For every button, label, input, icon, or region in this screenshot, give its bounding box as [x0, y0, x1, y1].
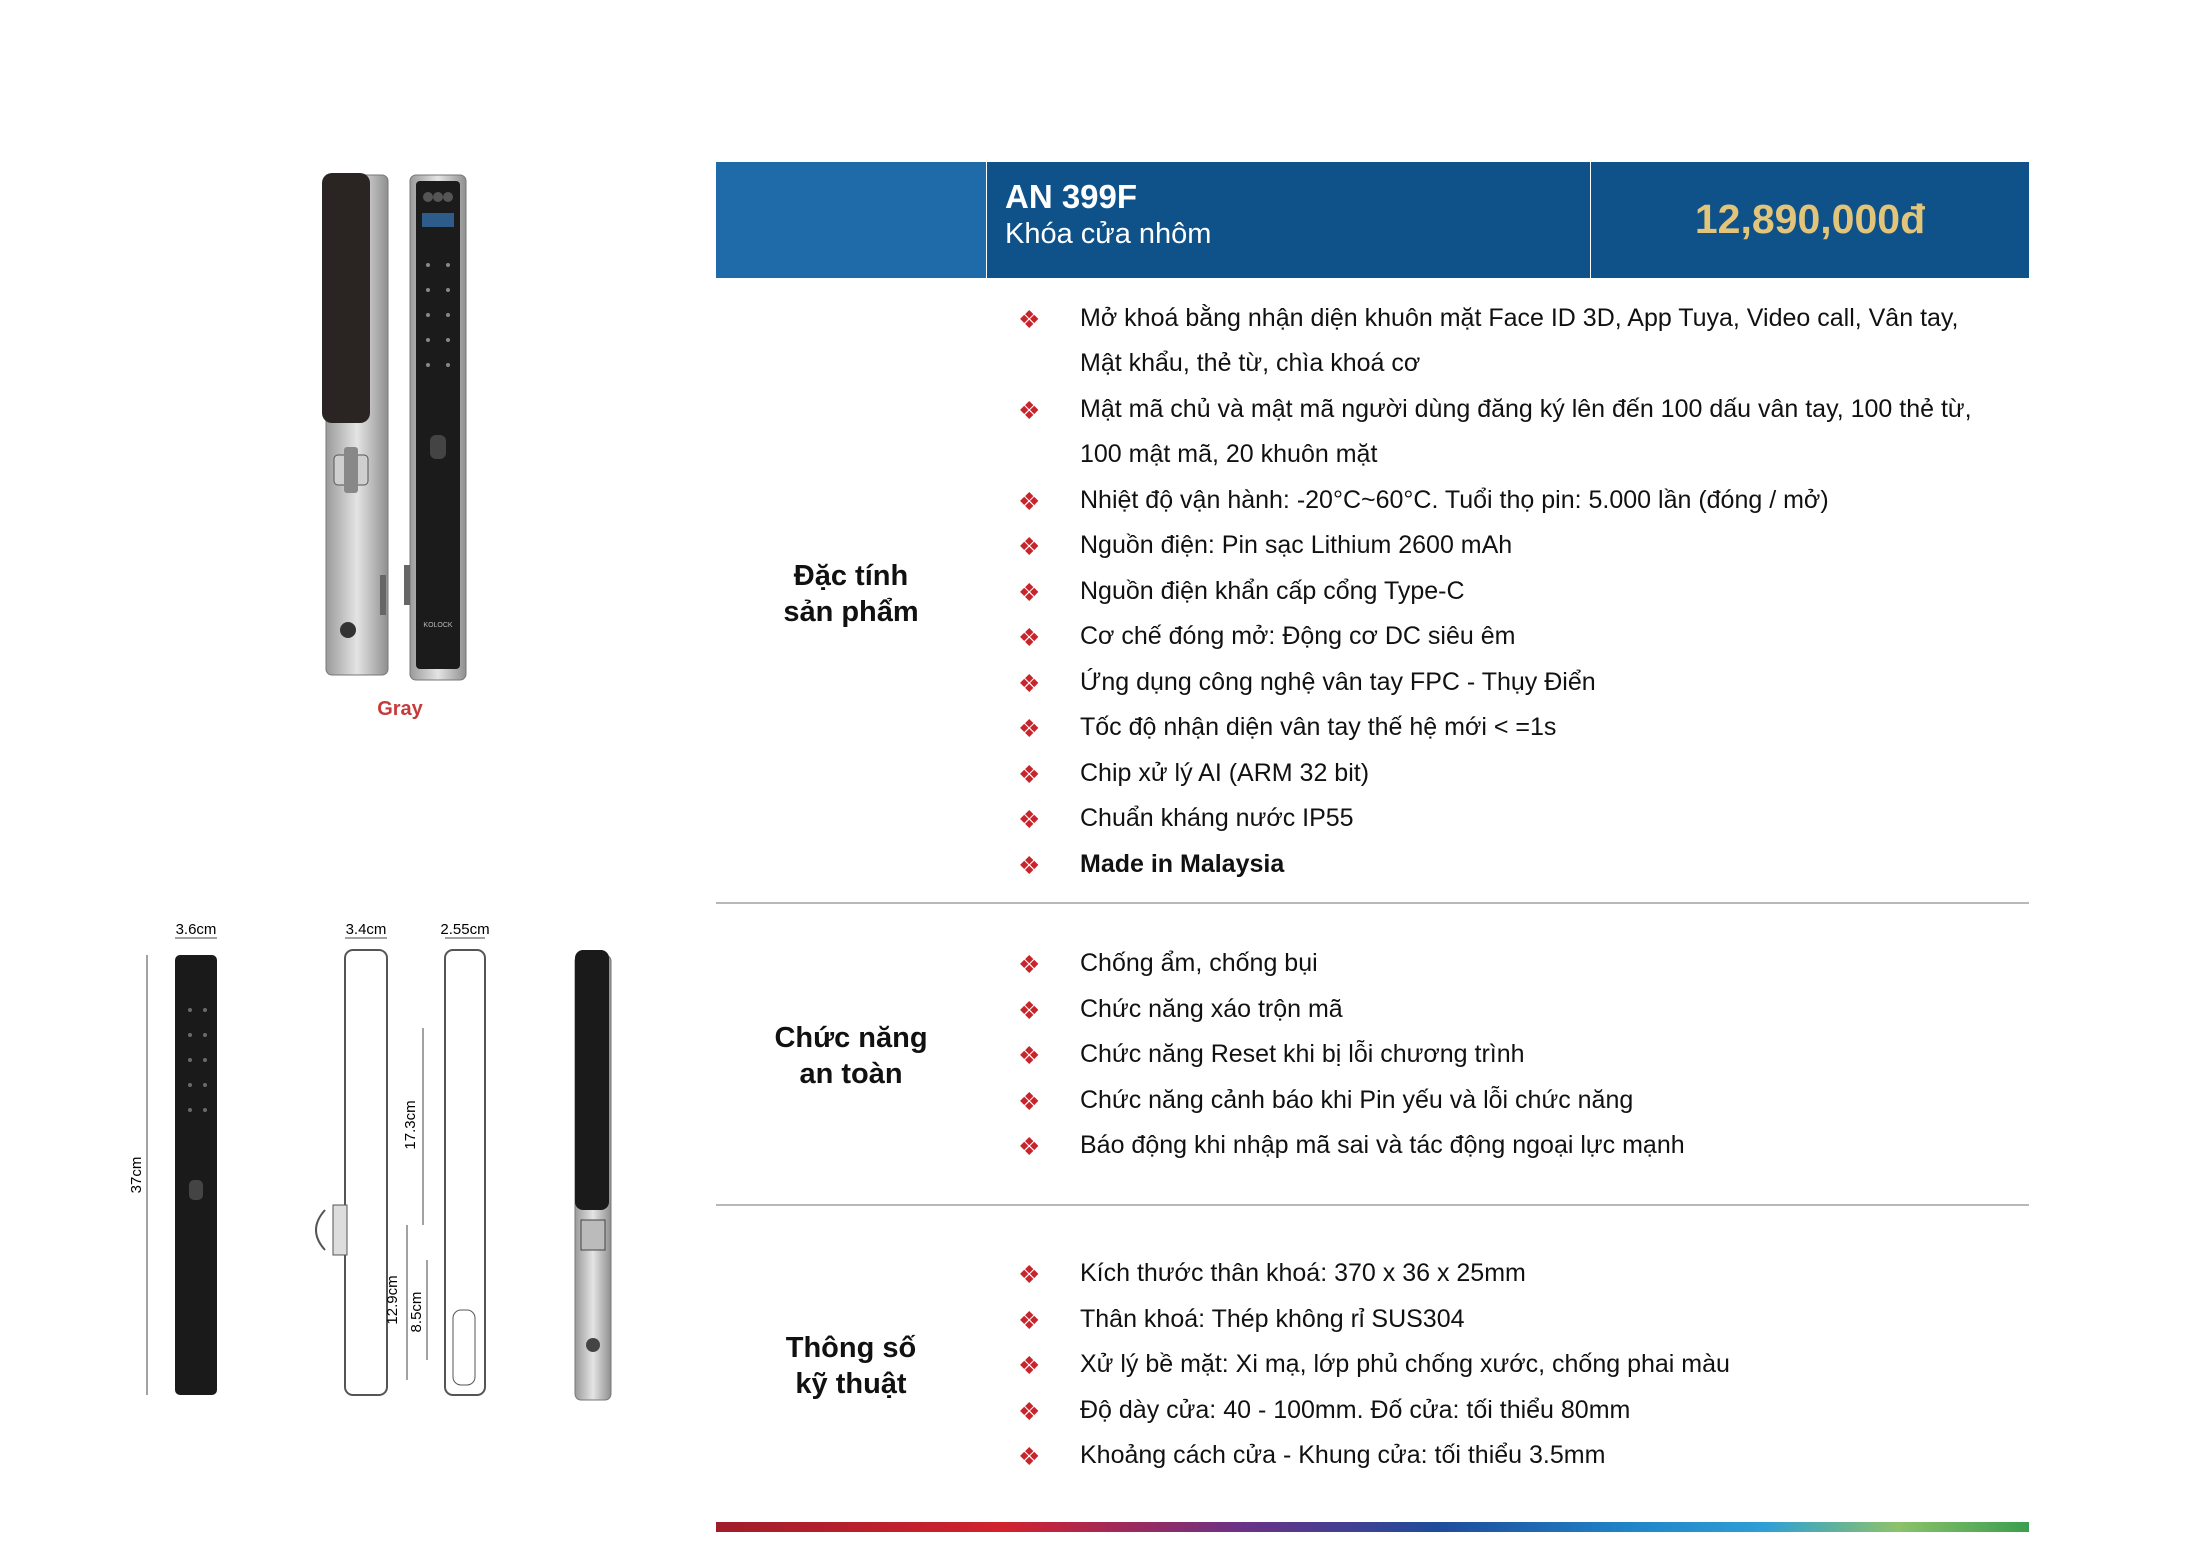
section-label-safety: Chức năng an toàn: [774, 1022, 928, 1090]
product-model: AN 399F: [1005, 178, 1138, 215]
dim-width-front: 3.6cm: [175, 921, 217, 938]
safety-item: Chức năng xáo trộn mã: [1080, 995, 1343, 1023]
bullet-icon: ❖: [1018, 1088, 1041, 1116]
section-divider: [716, 902, 2029, 904]
color-label: Gray: [377, 698, 423, 720]
bullet-icon: ❖: [1018, 951, 1041, 979]
bullet-icon: ❖: [1018, 1133, 1041, 1161]
feature-item: Cơ chế đóng mở: Động cơ DC siêu êm: [1080, 622, 1516, 650]
feature-item: Ứng dụng công nghệ vân tay FPC - Thụy Điển: [1080, 668, 1596, 696]
feature-item-cont: 100 mật mã, 20 khuôn mặt: [1080, 440, 1378, 468]
bullet-icon: ❖: [1018, 1261, 1041, 1289]
feature-item: Tốc độ nhận diện vân tay thế hệ mới < =1s: [1080, 713, 1557, 741]
dim-width-side: 3.4cm: [345, 921, 387, 938]
brand-mark: KOLOCK: [423, 622, 453, 629]
spec-item: Khoảng cách cửa - Khung cửa: tối thiểu 3.5mm: [1080, 1441, 1606, 1469]
section-label-specs: Thông số kỹ thuật: [785, 1332, 917, 1400]
dim-handle-span: 8.5cm: [408, 1291, 425, 1333]
feature-item: Nguồn điện: Pin sạc Lithium 2600 mAh: [1080, 531, 1513, 559]
feature-item: Nguồn điện khẩn cấp cổng Type-C: [1080, 577, 1465, 605]
spec-item: Xử lý bề mặt: Xi mạ, lớp phủ chống xước, chống phai màu: [1080, 1350, 1730, 1378]
dim-upper-span: 17.3cm: [402, 1100, 419, 1150]
product-subtitle: Khóa cửa nhôm: [1005, 218, 1212, 250]
bullet-icon: ❖: [1018, 1398, 1041, 1426]
product-photo: [300, 165, 500, 685]
feature-item: Chuẩn kháng nước IP55: [1080, 804, 1354, 832]
bullet-icon: ❖: [1018, 1443, 1041, 1471]
header-left-block: [716, 162, 986, 278]
spec-item: Độ dày cửa: 40 - 100mm. Đố cửa: tối thiểu 80mm: [1080, 1396, 1631, 1424]
feature-item: Chip xử lý AI (ARM 32 bit): [1080, 759, 1370, 787]
feature-item: Mật mã chủ và mật mã người dùng đăng ký lên đến 100 dấu vân tay, 100 thẻ từ,: [1080, 395, 1972, 423]
dim-lower-span: 12.9cm: [384, 1275, 401, 1325]
feature-item: Nhiệt độ vận hành: -20°C~60°C. Tuổi thọ pin: 5.000 lần (đóng / mở): [1080, 486, 1829, 514]
bullet-icon: ❖: [1018, 579, 1041, 607]
feature-item-origin: Made in Malaysia: [1080, 850, 1285, 878]
spec-item: Kích thước thân khoá: 370 x 36 x 25mm: [1080, 1259, 1526, 1287]
bullet-icon: ❖: [1018, 997, 1041, 1025]
product-price: 12,890,000đ: [1694, 196, 1926, 242]
bullet-icon: ❖: [1018, 1307, 1041, 1335]
bullet-icon: ❖: [1018, 852, 1041, 880]
safety-item: Chức năng cảnh báo khi Pin yếu và lỗi chức năng: [1080, 1086, 1634, 1114]
section-divider: [716, 1204, 2029, 1206]
bullet-icon: ❖: [1018, 1042, 1041, 1070]
feature-item-cont: Mật khẩu, thẻ từ, chìa khoá cơ: [1080, 349, 1421, 377]
bullet-icon: ❖: [1018, 1352, 1041, 1380]
bullet-icon: ❖: [1018, 670, 1041, 698]
section-label-features: Đặc tính sản phẩm: [783, 560, 919, 628]
bullet-icon: ❖: [1018, 624, 1041, 652]
spec-item: Thân khoá: Thép không rỉ SUS304: [1080, 1305, 1465, 1333]
dimension-drawing: [125, 920, 645, 1405]
bullet-icon: ❖: [1018, 806, 1041, 834]
safety-item: Báo động khi nhập mã sai và tác động ngoại lực mạnh: [1080, 1131, 1685, 1159]
bullet-icon: ❖: [1018, 488, 1041, 516]
dim-depth: 2.55cm: [440, 921, 490, 938]
bullet-icon: ❖: [1018, 533, 1041, 561]
safety-item: Chống ẩm, chống bụi: [1080, 949, 1318, 977]
dim-height: 37cm: [128, 1156, 145, 1194]
safety-item: Chức năng Reset khi bị lỗi chương trình: [1080, 1040, 1525, 1068]
bullet-icon: ❖: [1018, 397, 1041, 425]
feature-item: Mở khoá bằng nhận diện khuôn mặt Face ID 3D, App Tuya, Video call, Vân tay,: [1080, 304, 1959, 332]
bullet-icon: ❖: [1018, 715, 1041, 743]
footer-color-bar: [716, 1522, 2029, 1532]
bullet-icon: ❖: [1018, 761, 1041, 789]
bullet-icon: ❖: [1018, 306, 1041, 334]
